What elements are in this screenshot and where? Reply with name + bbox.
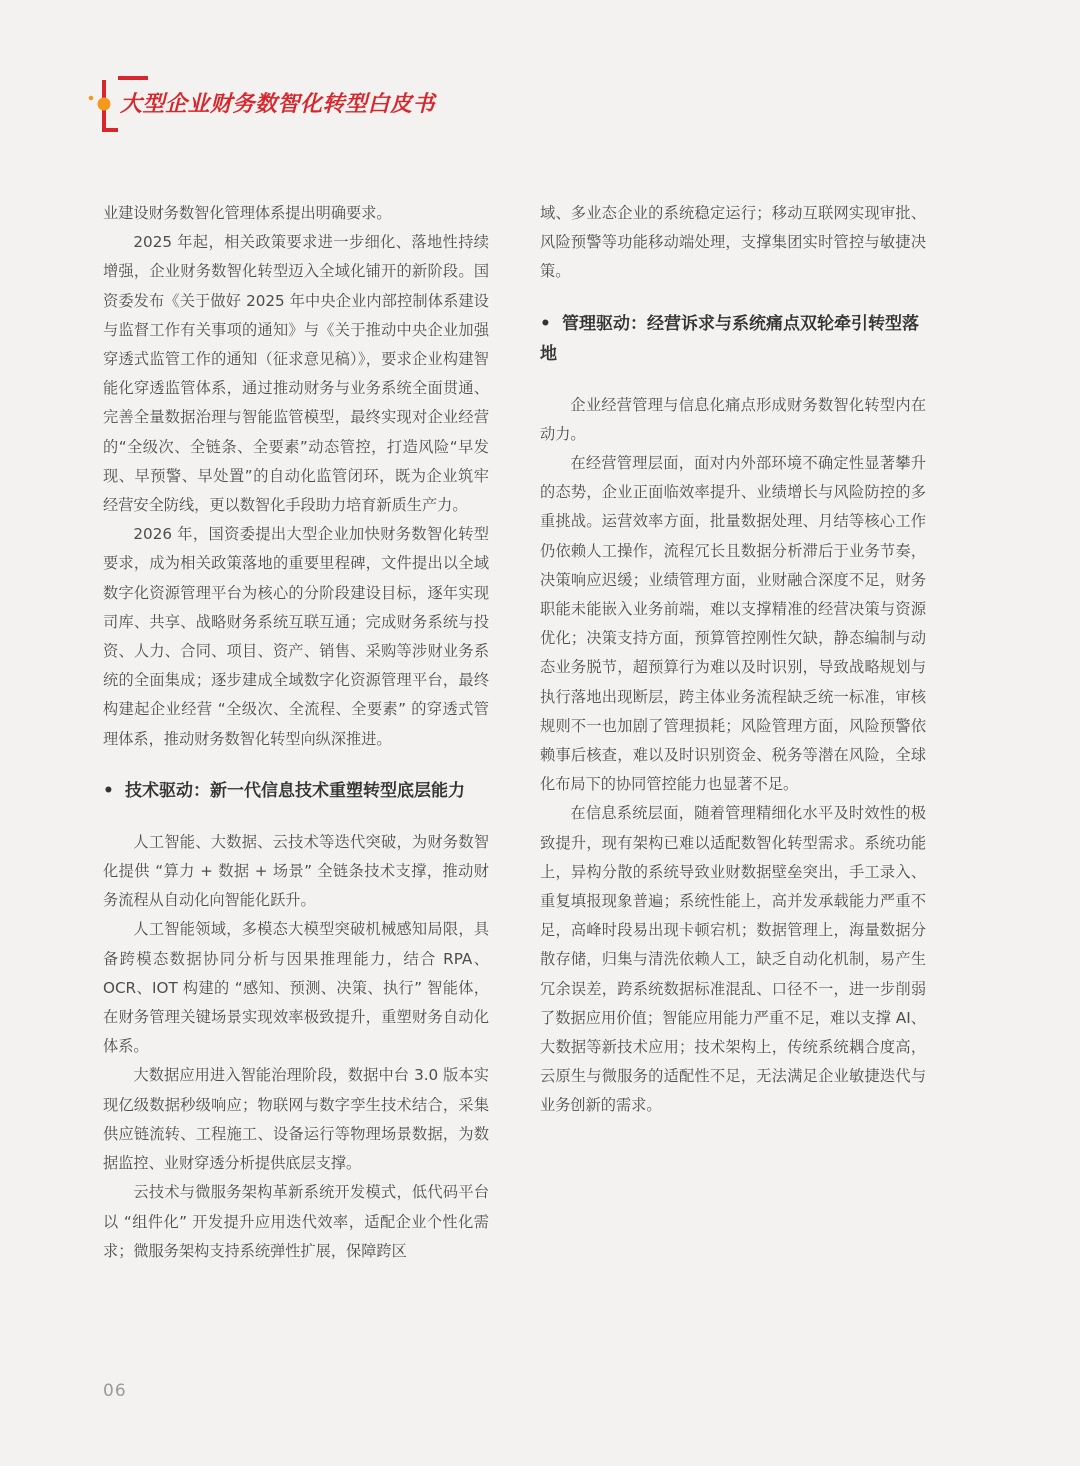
section-heading-tech — [103, 776, 489, 806]
bullet-icon: • — [540, 313, 551, 334]
left-column — [103, 199, 489, 1266]
paragraph: 人工智能、大数据、云技术等迭代突破，为财务数智化提供 “算力 + 数据 + 场景” 全链条技术支撑，推动财务流程从自动化向智能化跃升。 — [103, 832, 489, 910]
paragraph: 在经营管理层面，面对内外部环境不确定性显著攀升的态势，企业正面临效率提升、业绩增长与风险防控的多重挑战。运营效率方面，批量数据处理、月结等核心工作仍依赖人工操作，流程冗长且数据分析滞后于业务节奏，决策响应迟缓；业绩管理方面，业财融合深度不足，财务职能未能嵌入业务前端，难以支撑精准的经营决策与资源优化；决策支持方面，预算管控刚性欠缺，静态编制与动态业务脱节，超预算行为难以及时识别，导致战略规划与执行落地出现断层，跨主体业务流程缺乏统一标准，审核规则不一也加剧了管理损耗；风险管理方面，风险预警依赖事后核查，难以及时识别资金、税务等潜在风险，全球化布局下的协同管控能力也显著不足。 — [540, 454, 926, 794]
section-heading-management — [540, 309, 926, 369]
paragraph: 企业经营管理与信息化痛点形成财务数智化转型内在动力。 — [540, 395, 926, 443]
page-header — [88, 74, 508, 134]
right-column — [540, 199, 926, 1121]
page-number: 06 — [103, 1381, 127, 1401]
paragraph: 业建设财务数智化管理体系提出明确要求。 — [103, 204, 392, 222]
paragraph: 2026 年，国资委提出大型企业加快财务数智化转型要求，成为相关政策落地的重要里程碑，文件提出以全域数字化资源管理平台为核心的分阶段建设目标，逐年实现司库、共享、战略财务系统互联互通；完成财务系统与投资、人力、合同、项目、资产、销售、采购等涉财业务系统的全面集成；逐步建成全域数字化资源管理平台，最终构建起企业经营 “全级次、全流程、全要素” 的穿透式管理体系，推动财务数智化转型向纵深推进。 — [103, 525, 489, 748]
paragraph: 2025 年起，相关政策要求进一步细化、落地性持续增强，企业财务数智化转型迈入全域化铺开的新阶段。国资委发布《关于做好 2025 年中央企业内部控制体系建设与监督工作有关事项的通知》与《关于推动中央企业加强穿透式监管工作的通知（征求意见稿）》，要求企业构建智能化穿透监管体系，通过推动财务与业务系统全面贯通、完善全量数据治理与智能监管模型，最终实现对企业经营的“全级次、全链条、全要素”动态管控，打造风险“早发现、早预警、早处置”的自动化监管闭环，既为企业筑牢经营安全防线，更以数智化手段助力培育新质生产力。 — [103, 233, 489, 515]
document-title: 大型企业财务数智化转型白皮书 — [120, 92, 436, 117]
bullet-icon: • — [103, 780, 114, 801]
section-heading-text: 管理驱动：经营诉求与系统痛点双轮牵引转型落地 — [540, 313, 919, 364]
paragraph: 云技术与微服务架构革新系统开发模式，低代码平台以 “组件化” 开发提升应用迭代效率，适配企业个性化需求；微服务架构支持系统弹性扩展，保障跨区 — [103, 1183, 489, 1260]
paragraph: 人工智能领域，多模态大模型突破机械感知局限，具备跨模态数据协同分析与因果推理能力，结合 RPA、OCR、IOT 构建的 “感知、预测、决策、执行” 智能体，在财务管理关键场景实现效率极致提升，重塑财务自动化体系。 — [103, 920, 489, 1056]
paragraph: 在信息系统层面，随着管理精细化水平及时效性的极致提升，现有架构已难以适配数智化转型需求。系统功能上，异构分散的系统导致业财数据壁垒突出，手工录入、重复填报现象普遍；系统性能上，高并发承载能力严重不足，高峰时段易出现卡顿宕机；数据管理上，海量数据分散存储，归集与清洗依赖人工，缺乏自动化机制，易产生冗余误差，跨系统数据标准混乱、口径不一，进一步削弱了数据应用价值；智能应用能力严重不足，难以支撑 AI、大数据等新技术应用；技术架构上，传统系统耦合度高，云原生与微服务的适配性不足，无法满足企业敏捷迭代与业务创新的需求。 — [540, 804, 926, 1115]
paragraph: 域、多业态企业的系统稳定运行；移动互联网实现审批、风险预警等功能移动端处理，支撑集团实时管控与敏捷决策。 — [540, 204, 926, 281]
paragraph: 大数据应用进入智能治理阶段，数据中台 3.0 版本实现亿级数据秒级响应；物联网与数字孪生技术结合，采集供应链流转、工程施工、设备运行等物理场景数据，为数据监控、业财穿透分析提供底层支撑。 — [103, 1066, 489, 1173]
section-heading-text: 技术驱动：新一代信息技术重塑转型底层能力 — [125, 780, 465, 801]
